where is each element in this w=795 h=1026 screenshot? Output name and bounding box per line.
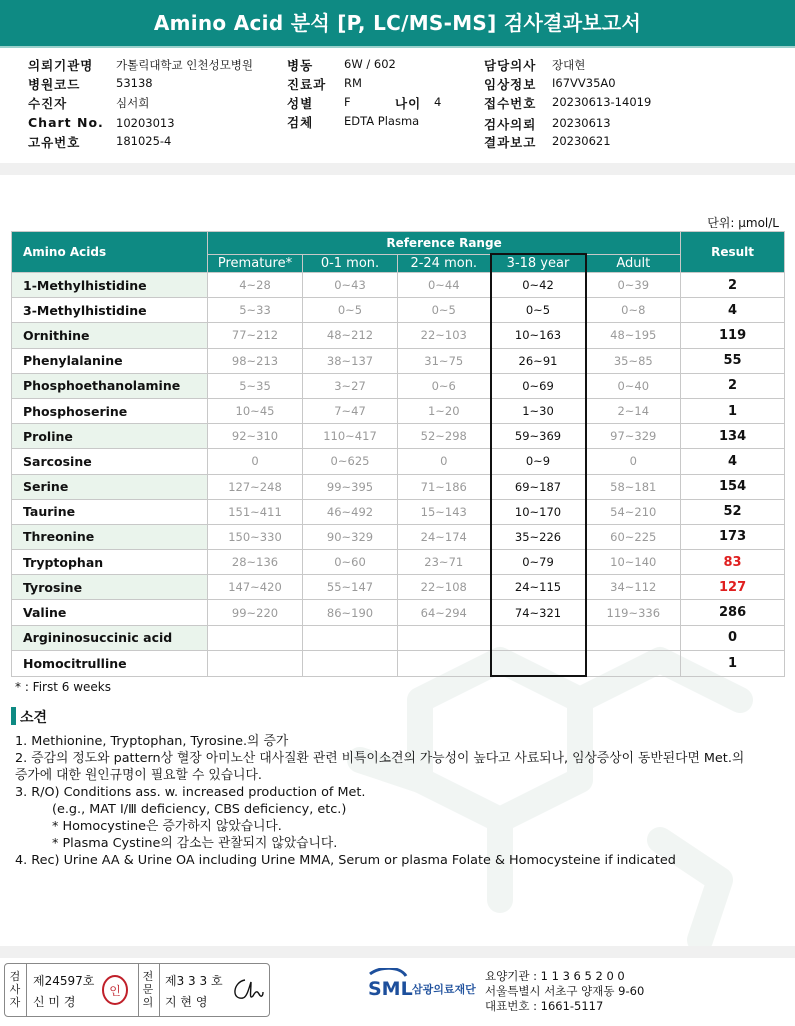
examiner-license: 제24597호 (33, 974, 95, 988)
amino-acid-name: Valine (12, 600, 208, 625)
table-row (12, 650, 785, 676)
request-date-value: 20230613 (552, 116, 611, 130)
specialist-vertical-label: 전 문 의 (142, 970, 154, 1009)
table-row (12, 575, 785, 600)
reference-range-cell: 0~43 (303, 273, 398, 298)
reference-range-cell: 1~20 (398, 398, 491, 423)
reference-range-cell: 55~147 (303, 575, 398, 600)
header-ref-3-18-year: 3-18 year (491, 254, 586, 273)
org-address: 서울특별시 서초구 양재동 9-60 (485, 984, 645, 998)
unique-no-value: 181025-4 (116, 134, 172, 148)
reference-range-cell: 38~137 (303, 348, 398, 373)
reference-range-cell: 86~190 (303, 600, 398, 625)
requesting-institution-label: 의뢰기관명 (28, 58, 94, 73)
amino-acid-name: Homocitrulline (12, 650, 208, 676)
reference-range-cell: 7~47 (303, 398, 398, 423)
reference-range-cell: 52~298 (398, 424, 491, 449)
hospital-code-value: 53138 (116, 76, 153, 90)
report-date-value: 20230621 (552, 134, 611, 148)
table-row (12, 499, 785, 524)
reference-range-cell (208, 625, 303, 650)
amino-acid-name: Phosphoserine (12, 398, 208, 423)
amino-acid-name: Taurine (12, 499, 208, 524)
reference-range-cell: 5~35 (208, 373, 303, 398)
hospital-code-label: 병원코드 (28, 77, 81, 92)
reference-range-cell: 54~210 (586, 499, 681, 524)
table-row (12, 373, 785, 398)
examiner-vertical-label: 검 사 자 (9, 970, 21, 1009)
reference-range-cell: 0~5 (303, 298, 398, 323)
result-value: 127 (681, 575, 785, 600)
reference-range-cell: 26~91 (491, 348, 586, 373)
table-row (12, 323, 785, 348)
reference-range-cell: 97~329 (586, 424, 681, 449)
signature-box (4, 963, 270, 1017)
table-row (12, 600, 785, 625)
comment-line: * Homocystine은 증가하지 않았습니다. (52, 819, 282, 834)
reference-range-cell: 0~39 (586, 273, 681, 298)
reference-range-cell (398, 650, 491, 676)
reference-range-cell: 15~143 (398, 499, 491, 524)
reference-range-cell: 59~369 (491, 424, 586, 449)
table-row (12, 398, 785, 423)
reference-range-cell: 28~136 (208, 550, 303, 575)
accession-no-label: 접수번호 (484, 96, 537, 111)
patient-name-label: 수진자 (28, 96, 68, 111)
reference-range-cell: 0~40 (586, 373, 681, 398)
reference-range-cell: 110~417 (303, 424, 398, 449)
result-value: 1 (681, 650, 785, 676)
reference-range-cell: 10~163 (491, 323, 586, 348)
reference-range-cell: 4~28 (208, 273, 303, 298)
ward-value: 6W / 602 (344, 57, 396, 71)
table-row (12, 348, 785, 373)
result-value: 4 (681, 298, 785, 323)
reference-range-cell: 71~186 (398, 474, 491, 499)
table-row (12, 449, 785, 474)
header-ref-premature: Premature* (208, 254, 303, 273)
clinical-info-value: I67VV35A0 (552, 76, 616, 90)
result-value: 2 (681, 273, 785, 298)
reference-range-cell (208, 650, 303, 676)
reference-range-cell (491, 625, 586, 650)
reference-range-cell: 24~174 (398, 524, 491, 549)
reference-range-cell: 0~5 (491, 298, 586, 323)
report-date-label: 결과보고 (484, 135, 537, 150)
unit-label: 단위: μmol/L (707, 216, 779, 230)
amino-acid-name: Threonine (12, 524, 208, 549)
sex-label: 성별 (287, 96, 314, 111)
amino-acid-name: Argininosuccinic acid (12, 625, 208, 650)
header-ref-adult: Adult (586, 254, 681, 273)
amino-acid-name: 3-Methylhistidine (12, 298, 208, 323)
svg-text:삼광의료재단: 삼광의료재단 (412, 983, 476, 996)
comment-title-marker (11, 707, 16, 725)
specialist-name: 지 현 영 (165, 995, 208, 1009)
reference-range-cell: 90~329 (303, 524, 398, 549)
comment-line: 2. 증감의 정도와 pattern상 혈장 아미노산 대사질환 관련 비특이소견의 가능성이 높다고 사료되나, 임상증상이 동반된다면 Met.의 (15, 751, 745, 766)
amino-acid-name: Tyrosine (12, 575, 208, 600)
footnote: * : First 6 weeks (15, 680, 111, 694)
reference-range-cell (491, 650, 586, 676)
reference-range-cell: 1~30 (491, 398, 586, 423)
amino-acid-results-table (11, 231, 785, 677)
comment-line: 1. Methionine, Tryptophan, Tyrosine.의 증가 (15, 734, 289, 749)
reference-range-cell: 10~45 (208, 398, 303, 423)
reference-range-cell: 147~420 (208, 575, 303, 600)
amino-acid-name: Serine (12, 474, 208, 499)
chart-no-label: Chart No. (28, 115, 104, 130)
reference-range-cell: 0~625 (303, 449, 398, 474)
table-row (12, 625, 785, 650)
unique-no-label: 고유번호 (28, 135, 81, 150)
specimen-label: 검체 (287, 115, 314, 130)
reference-range-cell: 0~60 (303, 550, 398, 575)
header-ref-2-24-mon: 2-24 mon. (398, 254, 491, 273)
result-value: 52 (681, 499, 785, 524)
reference-range-cell: 77~212 (208, 323, 303, 348)
physician-value: 장대현 (552, 58, 586, 72)
reference-range-cell: 2~14 (586, 398, 681, 423)
reference-range-cell: 69~187 (491, 474, 586, 499)
comment-title: 소견 (20, 710, 48, 726)
header-amino-acids: Amino Acids (12, 232, 208, 273)
result-value: 1 (681, 398, 785, 423)
result-value: 83 (681, 550, 785, 575)
result-value: 154 (681, 474, 785, 499)
reference-range-cell: 0~79 (491, 550, 586, 575)
reference-range-cell: 0~9 (491, 449, 586, 474)
table-row (12, 524, 785, 549)
svg-text:인: 인 (109, 984, 121, 998)
reference-range-cell: 127~248 (208, 474, 303, 499)
comment-line: 3. R/O) Conditions ass. w. increased production of Met. (15, 785, 366, 800)
specialist-signature-icon (227, 974, 265, 1006)
reference-range-cell: 35~85 (586, 348, 681, 373)
sml-logo-icon (366, 968, 481, 1002)
reference-range-cell: 10~170 (491, 499, 586, 524)
reference-range-cell: 0 (398, 449, 491, 474)
reference-range-cell: 0~42 (491, 273, 586, 298)
comment-line: * Plasma Cystine의 감소는 관찰되지 않았습니다. (52, 836, 338, 851)
age-label: 나이 (395, 96, 422, 111)
reference-range-cell: 46~492 (303, 499, 398, 524)
reference-range-cell: 60~225 (586, 524, 681, 549)
result-value: 286 (681, 600, 785, 625)
amino-acid-name: Proline (12, 424, 208, 449)
reference-range-cell: 35~226 (491, 524, 586, 549)
reference-range-cell: 0 (586, 449, 681, 474)
specimen-value: EDTA Plasma (344, 114, 420, 128)
org-code: 요양기관 : 1 1 3 6 5 2 0 0 (485, 969, 625, 983)
patient-name-value: 심서희 (116, 96, 150, 110)
department-value: RM (344, 76, 362, 90)
reference-range-cell: 119~336 (586, 600, 681, 625)
result-value: 119 (681, 323, 785, 348)
reference-range-cell: 48~212 (303, 323, 398, 348)
bottom-divider (0, 946, 795, 958)
ward-label: 병동 (287, 58, 314, 73)
amino-acid-name: 1-Methylhistidine (12, 273, 208, 298)
requesting-institution-value: 가톨릭대학교 인천성모병원 (116, 58, 253, 72)
result-value: 4 (681, 449, 785, 474)
reference-range-cell: 23~71 (398, 550, 491, 575)
reference-range-cell: 99~220 (208, 600, 303, 625)
reference-range-cell: 0 (208, 449, 303, 474)
table-row (12, 298, 785, 323)
svg-text:SML: SML (368, 978, 413, 1000)
reference-range-cell: 74~321 (491, 600, 586, 625)
accession-no-value: 20230613-14019 (552, 95, 652, 109)
header-ref-0-1-mon: 0-1 mon. (303, 254, 398, 273)
age-value: 4 (434, 95, 442, 109)
comment-line: (e.g., MAT Ⅰ/Ⅲ deficiency, CBS deficiency, etc.) (52, 802, 347, 817)
result-value: 134 (681, 424, 785, 449)
chart-no-value: 10203013 (116, 116, 175, 130)
reference-range-cell (586, 650, 681, 676)
reference-range-cell: 0~44 (398, 273, 491, 298)
reference-range-cell: 10~140 (586, 550, 681, 575)
reference-range-cell: 0~69 (491, 373, 586, 398)
reference-range-cell: 24~115 (491, 575, 586, 600)
reference-range-cell: 0~5 (398, 298, 491, 323)
reference-range-cell: 48~195 (586, 323, 681, 348)
result-value: 0 (681, 625, 785, 650)
result-value: 2 (681, 373, 785, 398)
amino-acid-name: Ornithine (12, 323, 208, 348)
section-divider (0, 163, 795, 175)
amino-acid-name: Sarcosine (12, 449, 208, 474)
reference-range-cell (303, 625, 398, 650)
physician-label: 담당의사 (484, 58, 537, 73)
reference-range-cell (303, 650, 398, 676)
reference-range-cell: 5~33 (208, 298, 303, 323)
examiner-seal-icon (101, 975, 129, 1005)
header-reference-range: Reference Range (208, 232, 681, 255)
examiner-name: 신 미 경 (33, 995, 76, 1009)
amino-acid-name: Phenylalanine (12, 348, 208, 373)
table-row (12, 474, 785, 499)
reference-range-cell: 31~75 (398, 348, 491, 373)
reference-range-cell: 22~108 (398, 575, 491, 600)
comment-line: 4. Rec) Urine AA & Urine OA including Urine MMA, Serum or plasma Folate & Homocysteine if indicated (15, 853, 676, 868)
org-phone: 대표번호 : 1661-5117 (485, 999, 604, 1013)
reference-range-cell: 150~330 (208, 524, 303, 549)
reference-range-cell: 0~6 (398, 373, 491, 398)
specialist-license: 제3 3 3 호 (165, 974, 223, 988)
header-result: Result (681, 232, 785, 273)
clinical-info-label: 임상정보 (484, 77, 537, 92)
reference-range-cell: 99~395 (303, 474, 398, 499)
reference-range-cell: 151~411 (208, 499, 303, 524)
reference-range-cell: 34~112 (586, 575, 681, 600)
department-label: 진료과 (287, 77, 327, 92)
reference-range-cell (586, 625, 681, 650)
reference-range-cell: 58~181 (586, 474, 681, 499)
amino-acid-name: Tryptophan (12, 550, 208, 575)
sex-value: F (344, 95, 351, 109)
report-title: Amino Acid 분석 [P, LC/MS-MS] 검사결과보고서 (0, 0, 795, 48)
sml-logo (366, 968, 481, 1006)
reference-range-cell: 92~310 (208, 424, 303, 449)
amino-acid-name: Phosphoethanolamine (12, 373, 208, 398)
table-row (12, 273, 785, 298)
reference-range-cell: 22~103 (398, 323, 491, 348)
reference-range-cell: 64~294 (398, 600, 491, 625)
comment-line: 증가에 대한 원인규명이 필요할 수 있습니다. (15, 768, 262, 783)
request-date-label: 검사의뢰 (484, 117, 537, 132)
organization-info (485, 969, 644, 1014)
reference-range-cell (398, 625, 491, 650)
result-value: 55 (681, 348, 785, 373)
result-value: 173 (681, 524, 785, 549)
patient-info-block (0, 52, 795, 152)
table-row (12, 424, 785, 449)
table-row (12, 550, 785, 575)
reference-range-cell: 98~213 (208, 348, 303, 373)
reference-range-cell: 3~27 (303, 373, 398, 398)
reference-range-cell: 0~8 (586, 298, 681, 323)
comments-block (15, 733, 780, 869)
